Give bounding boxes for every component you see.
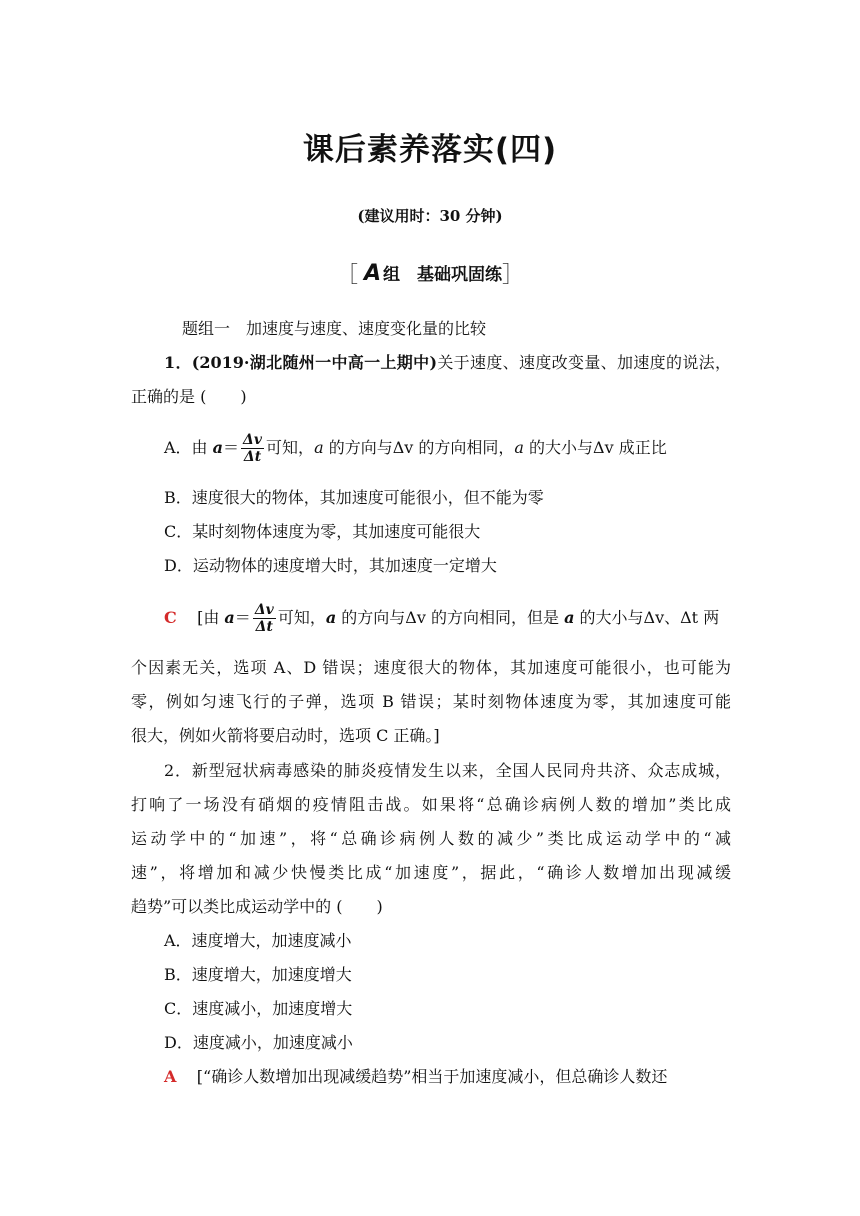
bracket-left: ［ — [335, 263, 358, 288]
q1-answer-line1: C [由 a＝ $\frac{\Delta v}{\Delta t}$ 可知，a 的方向与Δv 的方向相同，但是 a 的大小与Δv、Δt 两 — [164, 602, 720, 635]
group-name: 组 基础巩固练 — [383, 265, 503, 285]
q2-stem-line3: 运动学中的“加速”，将“总确诊病例人数的减少”类比成运动学中的“减 — [131, 829, 731, 848]
q2-option-a: A．速度增大，加速度减小 — [164, 931, 352, 950]
q2-option-d: D．速度减小，加速度减小 — [164, 1033, 353, 1052]
topic-heading: 题组一 加速度与速度、速度变化量的比较 — [182, 319, 487, 338]
q2-option-b: B．速度增大，加速度增大 — [164, 965, 352, 984]
q1-stem-line1 — [164, 352, 731, 374]
q2-stem-line4: 速”，将增加和减少快慢类比成“加速度”，据此，“确诊人数增加出现减缓 — [131, 863, 731, 882]
group-letter-icon: A — [363, 261, 382, 286]
group-banner — [0, 258, 860, 289]
q2-answer-line1: A [“确诊人数增加出现减缓趋势”相当于加速度减小，但总确诊人数还 — [164, 1067, 668, 1086]
fraction-dv-dt: $\frac{\Delta v}{\Delta t}$ — [243, 432, 263, 465]
q1-option-a: A．由 a＝ $\frac{\Delta v}{\Delta t}$ 可知，a 的方向与Δv 的方向相同，a 的大小与Δv 成正比 — [164, 432, 667, 465]
q1-answer-line4: 很大，例如火箭将要启动时，选项 C 正确。] — [131, 726, 440, 745]
q2-stem-line1: 2．新型冠状病毒感染的肺炎疫情发生以来，全国人民同舟共济、众志成城， — [164, 761, 731, 780]
q1-answer-letter: C — [164, 608, 177, 627]
q2-stem-line2: 打响了一场没有硝烟的疫情阻击战。如果将“总确诊病例人数的增加”类比成 — [131, 795, 731, 814]
fraction-dv-dt: $\frac{\Delta v}{\Delta t}$ — [254, 602, 274, 635]
q2-stem-line5: 趋势”可以类比成运动学中的 ( ) — [131, 897, 383, 916]
q1-option-c: C．某时刻物体速度为零，其加速度可能很大 — [164, 522, 481, 541]
q1-stem-line2: 正确的是 ( ) — [131, 387, 247, 406]
q1-number: 1． — [164, 353, 192, 372]
bracket-right: ］ — [502, 263, 525, 288]
suggested-time: (建议用时：30 分钟) — [357, 207, 503, 225]
q1-answer-line3: 零，例如匀速飞行的子弹，选项 B 错误；某时刻物体速度为零，其加速度可能 — [131, 692, 731, 711]
page-title: 课后素养落实(四) — [302, 132, 558, 168]
q2-option-c: C．速度减小，加速度增大 — [164, 999, 353, 1018]
q1-stem-a: 关于速度、速度改变量、加速度的说法， — [437, 353, 731, 372]
q2-answer-letter: A — [164, 1067, 177, 1086]
q1-option-d: D．运动物体的速度增大时，其加速度一定增大 — [164, 556, 497, 575]
q1-answer-line2: 个因素无关，选项 A、D 错误；速度很大的物体，其加速度可能很小，也可能为 — [131, 658, 731, 677]
q1-option-b: B．速度很大的物体，其加速度可能很小，但不能为零 — [164, 488, 544, 507]
q1-source: (2019·湖北随州一中高一上期中) — [191, 353, 438, 372]
